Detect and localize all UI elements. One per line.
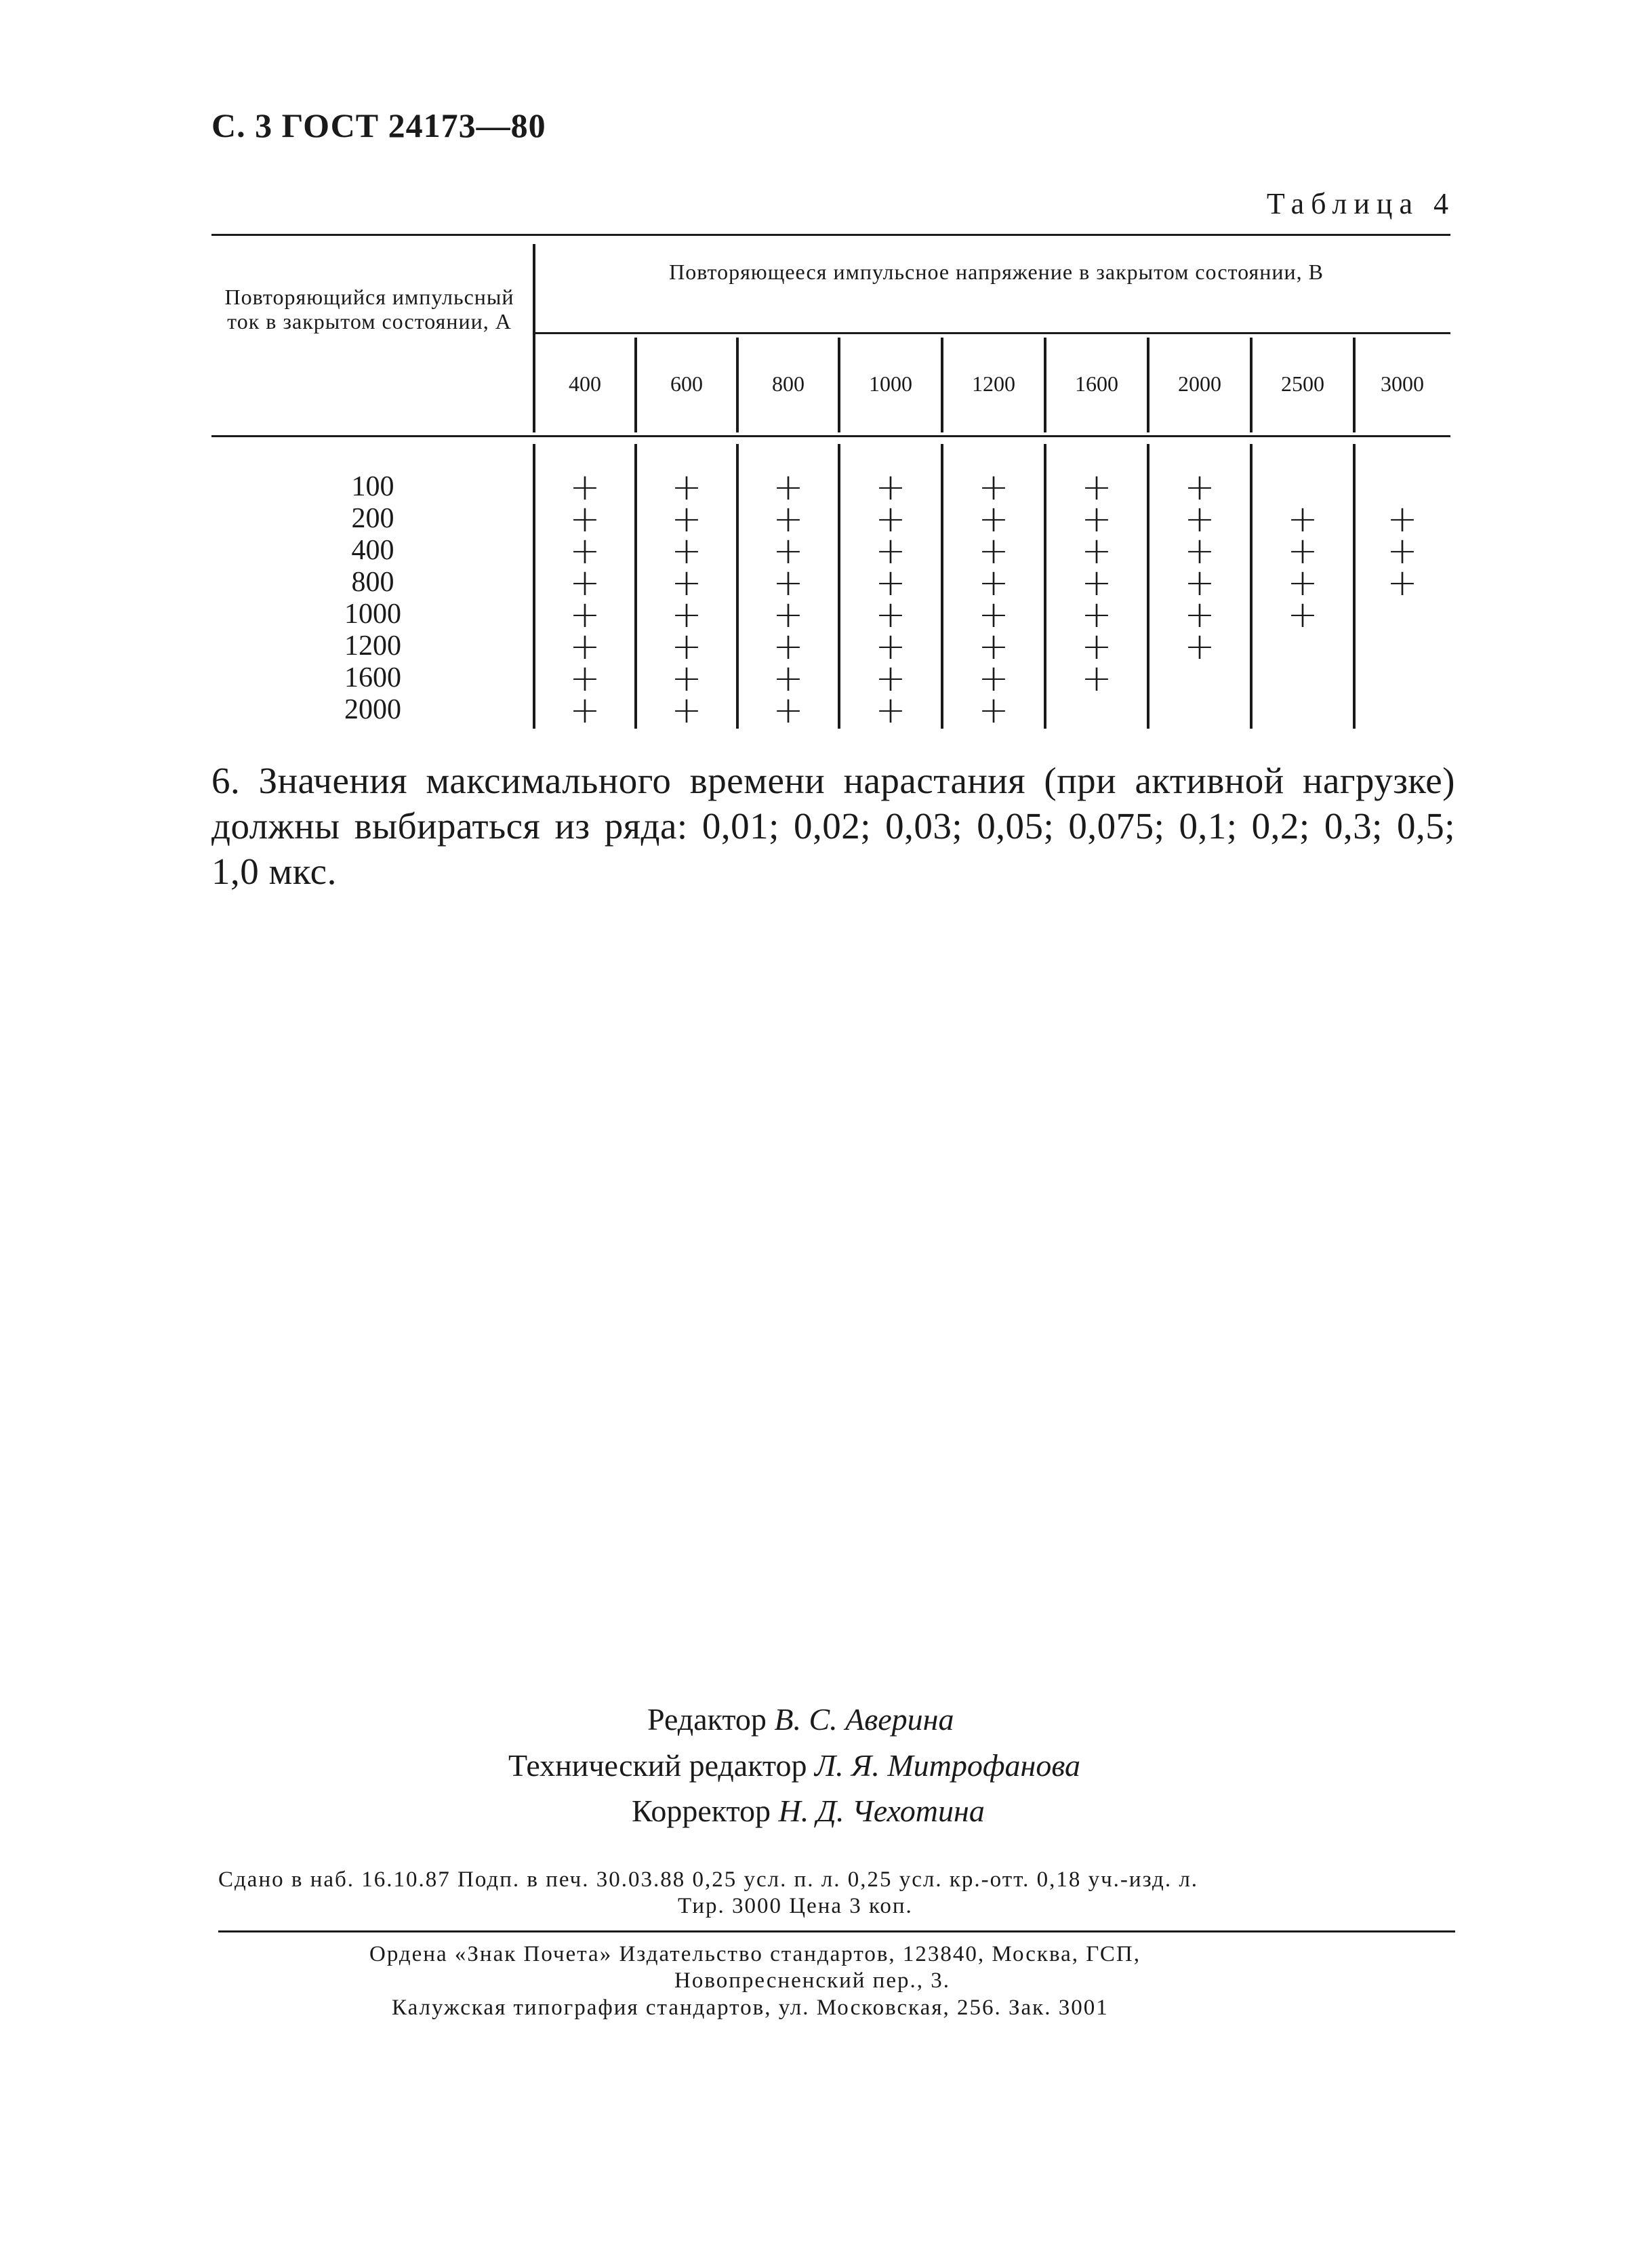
editor-role: Редактор <box>647 1702 767 1737</box>
body-col-divider <box>533 444 535 729</box>
plus-mark-icon: + <box>978 561 1009 604</box>
plus-mark-icon: + <box>773 657 804 700</box>
plus-mark-icon: + <box>569 593 601 636</box>
plus-mark-icon: + <box>569 498 601 540</box>
imprint-line-1: Сдано в наб. 16.10.87 Подп. в печ. 30.03.88 0,25 усл. п. л. 0,25 усл. кр.-отт. 0,18 уч.-изд. л. <box>218 1867 1199 1892</box>
header-col-divider <box>838 338 840 432</box>
plus-mark-icon: + <box>978 593 1009 636</box>
plus-mark-icon: + <box>671 689 702 731</box>
plus-mark-icon: + <box>875 657 906 700</box>
credit-corrector <box>632 1793 985 1829</box>
editor-name: В. С. Аверина <box>774 1702 954 1737</box>
plus-mark-icon: + <box>978 689 1009 731</box>
plus-mark-icon: + <box>1184 529 1215 572</box>
plus-mark-icon: + <box>773 593 804 636</box>
plus-mark-icon: + <box>1184 498 1215 540</box>
plus-mark-icon: + <box>773 466 804 508</box>
voltage-label: 2500 <box>1281 371 1324 396</box>
voltage-label: 800 <box>772 371 805 396</box>
header-col-divider <box>736 338 739 432</box>
voltage-label: 3000 <box>1381 371 1424 396</box>
col-group-header: Повторяющееся импульсное напряжение в закрытом состоянии, В <box>669 260 1324 284</box>
plus-mark-icon: + <box>671 625 702 668</box>
plus-mark-icon: + <box>1081 466 1112 508</box>
current-label: 800 <box>351 567 394 598</box>
plus-mark-icon: + <box>978 625 1009 668</box>
plus-mark-icon: + <box>569 657 601 700</box>
body-col-divider <box>736 444 739 729</box>
plus-mark-icon: + <box>875 466 906 508</box>
voltage-label: 2000 <box>1178 371 1221 396</box>
header-col-divider <box>634 338 637 432</box>
plus-mark-icon: + <box>875 561 906 604</box>
table-caption: Таблица 4 <box>1266 187 1455 220</box>
voltage-label: 1600 <box>1075 371 1118 396</box>
plus-mark-icon: + <box>569 561 601 604</box>
plus-mark-icon: + <box>1081 529 1112 572</box>
plus-mark-icon: + <box>773 498 804 540</box>
voltage-label: 1200 <box>972 371 1015 396</box>
body-col-divider <box>1353 444 1356 729</box>
body-col-divider <box>634 444 637 729</box>
voltage-label: 400 <box>569 371 601 396</box>
page-header: С. 3 ГОСТ 24173—80 <box>211 106 546 144</box>
current-label: 200 <box>351 503 394 534</box>
plus-mark-icon: + <box>1287 529 1318 572</box>
body-col-divider <box>941 444 943 729</box>
plus-mark-icon: + <box>978 466 1009 508</box>
plus-mark-icon: + <box>875 689 906 731</box>
body-col-divider <box>838 444 840 729</box>
plus-mark-icon: + <box>978 498 1009 540</box>
header-col-divider <box>941 338 943 432</box>
plus-mark-icon: + <box>569 625 601 668</box>
imprint-line-4: Новопресненский пер., 3. <box>674 1968 950 1993</box>
plus-mark-icon: + <box>1387 561 1418 604</box>
voltage-label: 1000 <box>869 371 912 396</box>
plus-mark-icon: + <box>1287 498 1318 540</box>
plus-mark-icon: + <box>1081 593 1112 636</box>
plus-mark-icon: + <box>773 689 804 731</box>
header-bottom-rule <box>211 435 1450 437</box>
imprint-line-5: Калужская типография стандартов, ул. Московская, 256. Зак. 3001 <box>392 1996 1109 2020</box>
current-label: 100 <box>351 471 394 502</box>
plus-mark-icon: + <box>773 625 804 668</box>
plus-mark-icon: + <box>1184 625 1215 668</box>
body-col-divider <box>1250 444 1253 729</box>
plus-mark-icon: + <box>671 466 702 508</box>
current-label: 400 <box>351 535 394 566</box>
plus-mark-icon: + <box>1287 561 1318 604</box>
credit-editor <box>647 1701 954 1737</box>
plus-mark-icon: + <box>1081 561 1112 604</box>
plus-mark-icon: + <box>1081 498 1112 540</box>
voltage-label: 600 <box>670 371 703 396</box>
plus-mark-icon: + <box>978 529 1009 572</box>
header-col-divider <box>1147 338 1149 432</box>
plus-mark-icon: + <box>569 529 601 572</box>
current-label: 1000 <box>344 599 401 630</box>
plus-mark-icon: + <box>875 593 906 636</box>
plus-mark-icon: + <box>569 466 601 508</box>
plus-mark-icon: + <box>671 593 702 636</box>
plus-mark-icon: + <box>875 625 906 668</box>
tech-editor-role: Технический редактор <box>508 1748 807 1783</box>
table-top-rule <box>211 234 1450 236</box>
plus-mark-icon: + <box>1184 466 1215 508</box>
plus-mark-icon: + <box>671 561 702 604</box>
body-col-divider <box>1044 444 1046 729</box>
plus-mark-icon: + <box>875 498 906 540</box>
tech-editor-name: Л. Я. Митрофанова <box>814 1748 1081 1783</box>
plus-mark-icon: + <box>671 529 702 572</box>
plus-mark-icon: + <box>773 529 804 572</box>
corrector-name: Н. Д. Чехотина <box>778 1794 985 1828</box>
header-col-divider <box>1044 338 1046 432</box>
plus-mark-icon: + <box>1081 657 1112 700</box>
credit-tech-editor <box>508 1747 1080 1783</box>
plus-mark-icon: + <box>1081 625 1112 668</box>
plus-mark-icon: + <box>671 657 702 700</box>
plus-mark-icon: + <box>1387 498 1418 540</box>
imprint-rule <box>218 1930 1455 1932</box>
plus-mark-icon: + <box>773 561 804 604</box>
plus-mark-icon: + <box>875 529 906 572</box>
row-header: Повторяющийся импульсный ток в закрытом состоянии, А <box>224 285 514 333</box>
header-col-divider <box>1250 338 1253 432</box>
imprint-line-3: Ордена «Знак Почета» Издательство стандартов, 123840, Москва, ГСП, <box>369 1942 1141 1966</box>
plus-mark-icon: + <box>1184 593 1215 636</box>
paragraph-6: 6. Значения максимального времени нарастания (при активной нагрузке) должны выбираться из ряда: 0,01; 0,02; 0,03; 0,05; 0,075; 0,1; 0,2; 0,3; 0,5; 1,0 мкс. <box>211 760 1455 892</box>
current-label: 1600 <box>344 662 401 693</box>
imprint-line-2: Тир. 3000 Цена 3 коп. <box>678 1894 913 1918</box>
current-label: 2000 <box>344 694 401 725</box>
current-label: 1200 <box>344 630 401 662</box>
plus-mark-icon: + <box>671 498 702 540</box>
plus-mark-icon: + <box>569 689 601 731</box>
plus-mark-icon: + <box>978 657 1009 700</box>
plus-mark-icon: + <box>1287 593 1318 636</box>
col-divider-main <box>533 244 535 432</box>
body-col-divider <box>1147 444 1149 729</box>
plus-mark-icon: + <box>1184 561 1215 604</box>
header-divider-rule <box>535 332 1450 334</box>
corrector-role: Корректор <box>632 1794 771 1828</box>
plus-mark-icon: + <box>1387 529 1418 572</box>
